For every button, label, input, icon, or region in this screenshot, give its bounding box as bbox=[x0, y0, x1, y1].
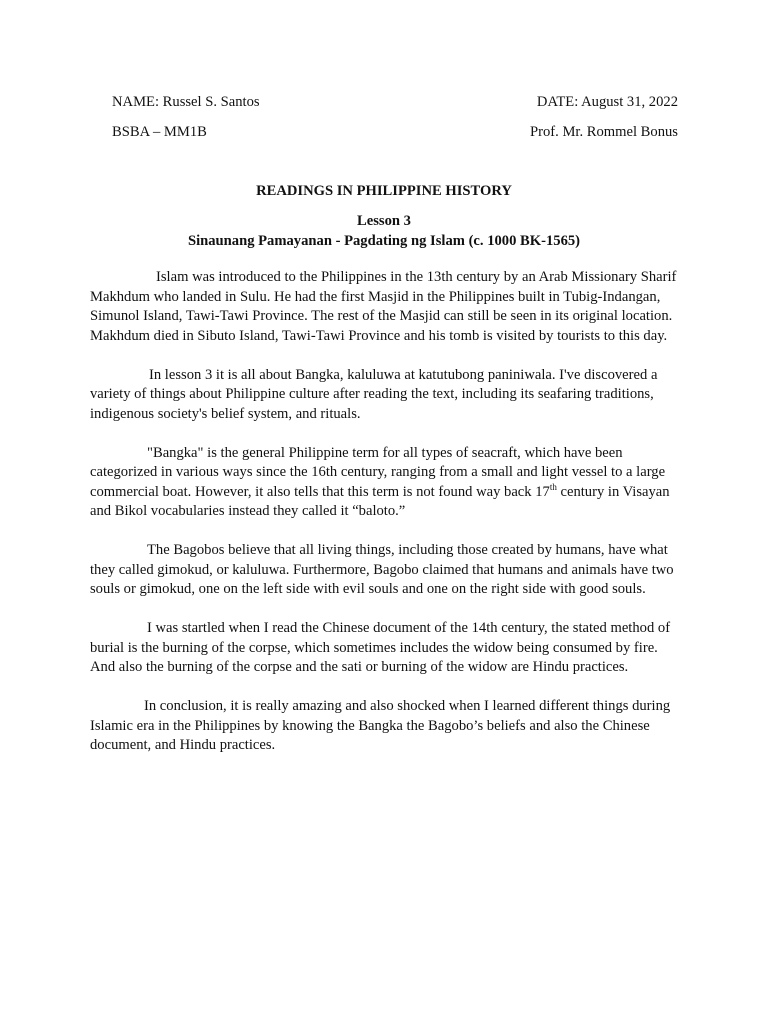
paragraph-bangka-superscript: th bbox=[549, 481, 557, 492]
paragraph-bangka-part-2: century in Visayan and Bikol vocabularies instead they called it “baloto.” bbox=[90, 483, 670, 519]
essay-body bbox=[90, 268, 680, 775]
professor-name: Prof. Mr. Rommel Bonus bbox=[530, 124, 678, 140]
document-title: READINGS IN PHILIPPINE HISTORY bbox=[256, 183, 512, 199]
paragraph-islam-introduction: Islam was introduced to the Philippines in the 13th century by an Arab Missionary Sharif Makhdum who landed in Sulu. He had the first Masjid in the Philippines built in Tubig-Indangan, Simunol Island, Tawi-Tawi Province. The rest of the Masjid can still be seen in its original location. Makhdum died in Sibuto Island, Tawi-Tawi Province and his tomb is visited by tourists to this day. bbox=[90, 269, 677, 344]
lesson-number: Lesson 3 bbox=[357, 213, 411, 229]
lesson-subtitle: Sinaunang Pamayanan - Pagdating ng Islam (c. 1000 BK-1565) bbox=[187, 233, 581, 249]
header-row-section-professor bbox=[112, 123, 678, 141]
student-section: BSBA – MM1B bbox=[112, 124, 207, 140]
paragraph-chinese-document: I was startled when I read the Chinese document of the 14th century, the stated method of burial is the burning of the corpse, which sometimes includes the widow being consumed by fire. And also the burning of the corpse and the sati or burning of the widow are Hindu practices. bbox=[90, 620, 671, 675]
student-name: NAME: Russel S. Santos bbox=[112, 94, 260, 110]
paragraph-bangka bbox=[90, 444, 680, 522]
paragraph-bagobo-beliefs: The Bagobos believe that all living things, including those created by humans, have what they called gimokud, or kaluluwa. Furthermore, Bagobo claimed that humans and animals have two souls or gimokud, one on the left side with evil souls and one on the right side with good souls. bbox=[90, 542, 674, 597]
paragraph-conclusion: In conclusion, it is really amazing and also shocked when I learned different things during Islamic era in the Philippines by knowing the Bangka the Bagobo’s beliefs and also the Chinese document, and Hindu practices. bbox=[90, 698, 671, 753]
header-row-name-date bbox=[112, 93, 678, 111]
paragraph-bangka-part-1: "Bangka" is the general Philippine term for all types of seacraft, which have been categorized in various ways since the 16th century, ranging from a small and light vessel to a large commercial boat. However, it also tells that this term is not found way back 17 bbox=[90, 444, 666, 500]
paragraph-lesson-overview: In lesson 3 it is all about Bangka, kaluluwa at katutubong paniniwala. I've discovered a variety of things about Philippine culture after reading the text, including its seafaring traditions, indigenous society's belief system, and rituals. bbox=[90, 366, 658, 422]
submission-date: DATE: August 31, 2022 bbox=[536, 94, 678, 110]
